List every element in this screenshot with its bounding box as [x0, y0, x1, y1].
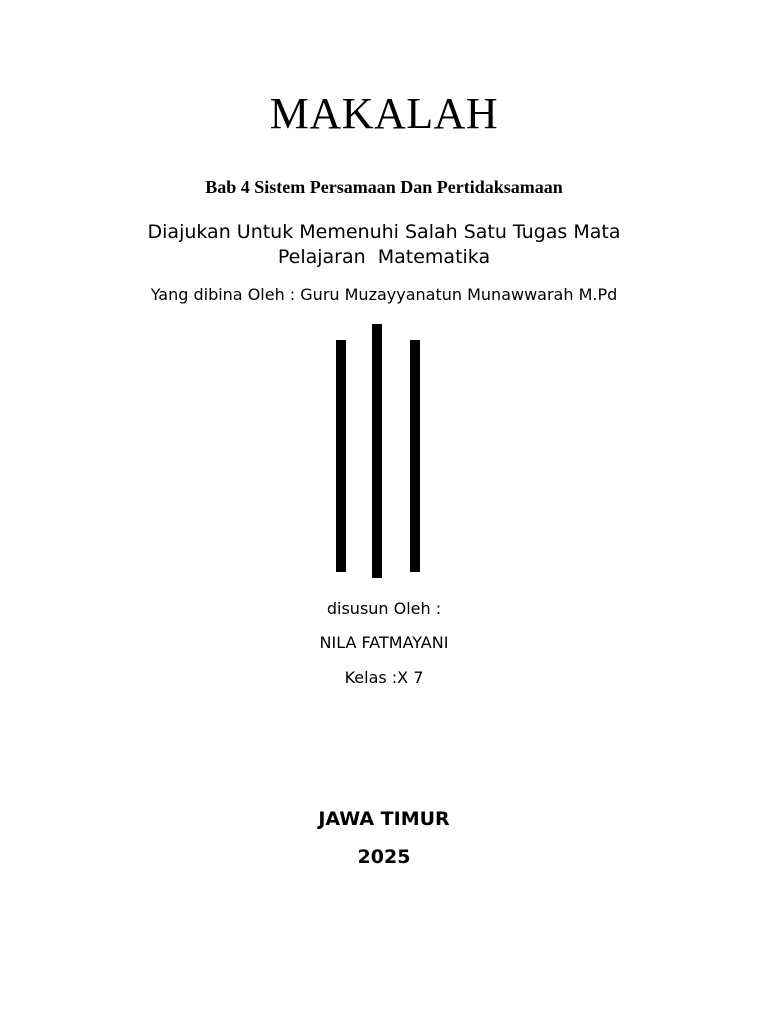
year-label: 2025 — [357, 846, 411, 868]
region-label: JAWA TIMUR — [318, 808, 450, 830]
purpose-line-2: Pelajaran Matematika — [277, 246, 491, 268]
chapter-subtitle: Bab 4 Sistem Persamaan Dan Pertidaksamaan — [205, 177, 563, 197]
purpose-line-1: Diajukan Untuk Memenuhi Salah Satu Tugas Mata — [147, 221, 621, 243]
author-class: Kelas :X 7 — [344, 668, 424, 687]
decorative-bar-left — [336, 340, 346, 572]
decorative-bar-center — [372, 324, 382, 578]
author-name: NILA FATMAYANI — [319, 633, 449, 652]
decorative-bar-right — [410, 340, 420, 572]
author-label: disusun Oleh : — [326, 599, 442, 618]
supervisor-line: Yang dibina Oleh : Guru Muzayyanatun Munawwarah M.Pd — [150, 285, 618, 304]
page-title: MAKALAH — [269, 89, 499, 138]
purpose-statement — [0, 220, 768, 270]
